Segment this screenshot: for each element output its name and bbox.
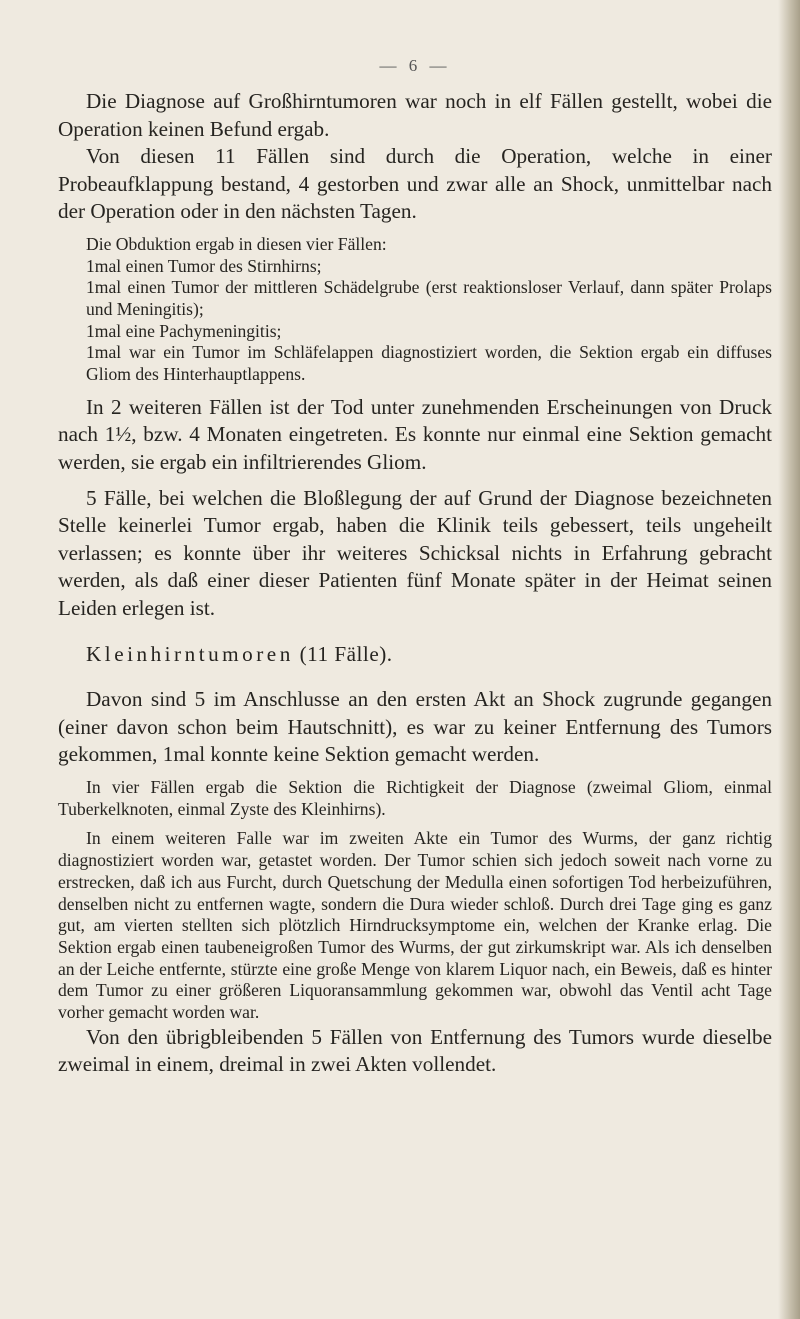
- scan-shadow-edge: [778, 0, 800, 1319]
- paragraph-sektion-richtigkeit: In vier Fällen ergab die Sektion die Richtigkeit der Diagnose (zweimal Gliom, einmal Tuberkelknoten, einmal Zyste des Kleinhirns).: [58, 777, 772, 819]
- paragraph-operation-shock: Von diesen 11 Fällen sind durch die Operation, welche in einer Probeaufklappung bestand, 4 gestorben und zwar alle an Shock, unmittelbar nach der Operation oder in den nächsten Tagen.: [58, 144, 772, 224]
- list-item-schlaefelappen: 1mal war ein Tumor im Schläfelappen diagnostiziert worden, die Sektion ergab ein diffuses Gliom des Hinterhauptlappens.: [86, 342, 772, 385]
- paragraph-shock-kleinhirn: Davon sind 5 im Anschlusse an den ersten Akt an Shock zugrunde gegangen (einer davon schon beim Hautschnitt), es war zu keiner Entfernung des Tumors gekommen, 1mal konnte keine Sektion gemacht werden.: [58, 687, 772, 767]
- document-page: [58, 0, 772, 1079]
- paragraph-druck-gliom: In 2 weiteren Fällen ist der Tod unter zunehmenden Erscheinungen von Druck nach 1½, bzw. 4 Monaten eingetreten. Es konnte nur einmal eine Sektion gemacht werden, sie ergab ein infiltrierendes Gliom.: [58, 394, 772, 475]
- paragraph-uebrigbleibende-faelle: Von den übrigbleibenden 5 Fällen von Entfernung des Tumors wurde dieselbe zweimal in einem, dreimal in zwei Akten vollendet.: [58, 1024, 772, 1077]
- paragraph-grosshirn-diagnose: Die Diagnose auf Großhirntumoren war noch in elf Fällen gestellt, wobei die Operation keinen Befund ergab.: [58, 89, 772, 141]
- paragraph-bloßlegung: 5 Fälle, bei welchen die Bloßlegung der auf Grund der Diagnose bezeichneten Stelle keinerlei Tumor ergab, haben die Klinik teils gebessert, teils ungeheilt verlassen; es konnte über ihr weiteres Schicksal nichts in Erfahrung gebracht werden, als daß einer dieser Patienten fünf Monate später in der Heimat seinen Leiden erlegen ist.: [58, 485, 772, 621]
- paragraph-obduktion-intro: Die Obduktion ergab in diesen vier Fällen:: [86, 233, 387, 254]
- list-item-pachymeningitis: 1mal eine Pachymeningitis;: [86, 320, 282, 341]
- list-item-schaedelgrube: 1mal einen Tumor der mittleren Schädelgrube (erst reaktionsloser Verlauf, dann später Prolaps und Meningitis);: [86, 277, 772, 320]
- heading-spaced-word: Kleinhirntumoren: [86, 641, 294, 666]
- page-number: — 6 —: [379, 56, 451, 75]
- heading-count: (11 Fälle).: [293, 641, 393, 666]
- paragraph-tumor-wurm: In einem weiteren Falle war im zweiten Akte ein Tumor des Wurms, der ganz richtig diagnostiziert worden war, getastet worden. Der Tumor schien sich jedoch soweit nach vorne zu erstrecken, daß ich aus Furcht, durch Quetschung der Medulla einen sofortigen Tod herbeizuführen, denselben nicht zu entfernen wagte, sondern die Dura wieder schloß. Durch drei Tage ging es ganz gut, am vierten stellten sich plötzlich Hirndrucksymptome ein, welchen der Kranke erlag. Die Sektion ergab einen taubeneigroßen Tumor des Wurms, der gut zirkumskript war. Als ich denselben an der Leiche entfernte, stürzte eine große Menge von klarem Liquor nach, ein Beweis, daß es hinter dem Tumor zu einer größeren Liquoransammlung gekommen war, obwohl das Ventil acht Tage vorher gemacht worden war.: [58, 828, 772, 1023]
- list-item-stirnhirn: 1mal einen Tumor des Stirnhirns;: [86, 255, 322, 276]
- section-heading-kleinhirntumoren: [58, 641, 772, 669]
